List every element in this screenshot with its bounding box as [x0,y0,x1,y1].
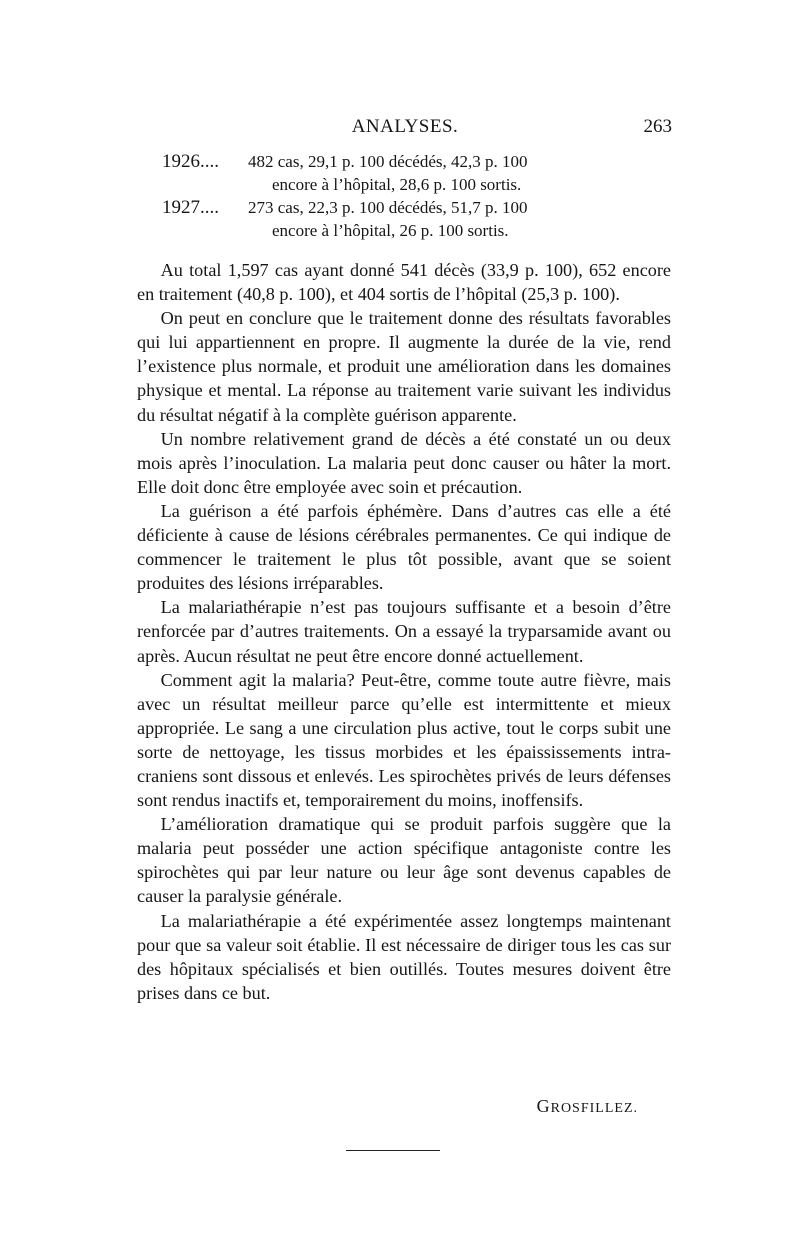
paragraph: Un nombre relativement grand de décès a été constaté un ou deux mois après l’inoculation. La malaria peut donc causer ou hâter la mort. Elle doit donc être employée avec soin et précaution. [137,428,671,497]
signature-initial: G [536,1096,551,1116]
stat-row-1926 [162,150,662,196]
end-rule-divider [346,1150,440,1151]
page-number: 263 [643,116,672,137]
paragraph: Comment agit la malaria? Peut-être, comme toute autre fièvre, mais avec un résultat meilleur parce qu’elle est intermittente et mieux appropriée. Le sang a une circulation plus active, tout le corps subit une sorte de nettoyage, les tissus morbides et les épaississements intra-craniens sont dissous et enlevés. Les spirochètes privés de leurs défenses sont rendus inactifs et, temporairement du moins, inoffensifs. [137,669,671,811]
paragraph: L’amélioration dramatique qui se produit parfois suggère que la malaria peut posséder une action spécifique antagoniste contre les spirochètes qui par leur nature ou leur âge sont devenus capables de causer la paralysie générale. [137,814,671,907]
article-body [137,258,671,1005]
stat-year: 1927.... [162,197,219,218]
stat-line: 482 cas, 29,1 p. 100 décédés, 42,3 p. 100 [248,152,528,171]
stat-line: 273 cas, 22,3 p. 100 décédés, 51,7 p. 100 [248,198,528,217]
stat-row-1927 [162,196,662,242]
running-header [138,116,672,142]
statistics-table [162,150,662,242]
author-signature [537,1096,638,1117]
paragraph: La guérison a été parfois éphémère. Dans d’autres cas elle a été déficiente à cause de lésions cérébrales permanentes. Ce qui indique de commencer le traitement le plus tôt possible, avant que se soient produites des lésions irréparables. [137,500,671,594]
stat-line: encore à l’hôpital, 28,6 p. 100 sortis. [272,175,522,194]
paragraph: On peut en conclure que le traitement donne des résultats favorables qui lui appartiennent en propre. Il augmente la durée de la vie, rend l’existence plus normale, et produit une amélioration dans les domaines physique et mental. La réponse au traitement varie suivant les individus du résultat négatif à la complète guérison apparente. [137,308,671,425]
stat-year: 1926.... [162,151,219,172]
stat-line: encore à l’hôpital, 26 p. 100 sortis. [272,221,509,240]
paragraph: La malariathérapie n’est pas toujours suffisante et a besoin d’être renforcée par d’autres traitements. On a essayé la tryparsamide avant ou après. Aucun résultat ne peut être encore donné actuellement. [137,597,671,666]
paragraph-totals: Au total 1,597 cas ayant donné 541 décès (33,9 p. 100), 652 encore en traitement (40,8 p. 100), et 404 sortis de l’hôpital (25,3 p. 100). [137,260,671,305]
signature-rest: ROSFILLEZ. [550,1101,638,1116]
running-title: ANALYSES. [351,116,459,137]
paragraph: La malariathérapie a été expérimentée assez longtemps maintenant pour que sa valeur soit établie. Il est nécessaire de diriger tous les cas sur des hôpitaux spécialisés et bien outillés. Toutes mesures doivent être prises dans ce but. [137,910,671,1003]
